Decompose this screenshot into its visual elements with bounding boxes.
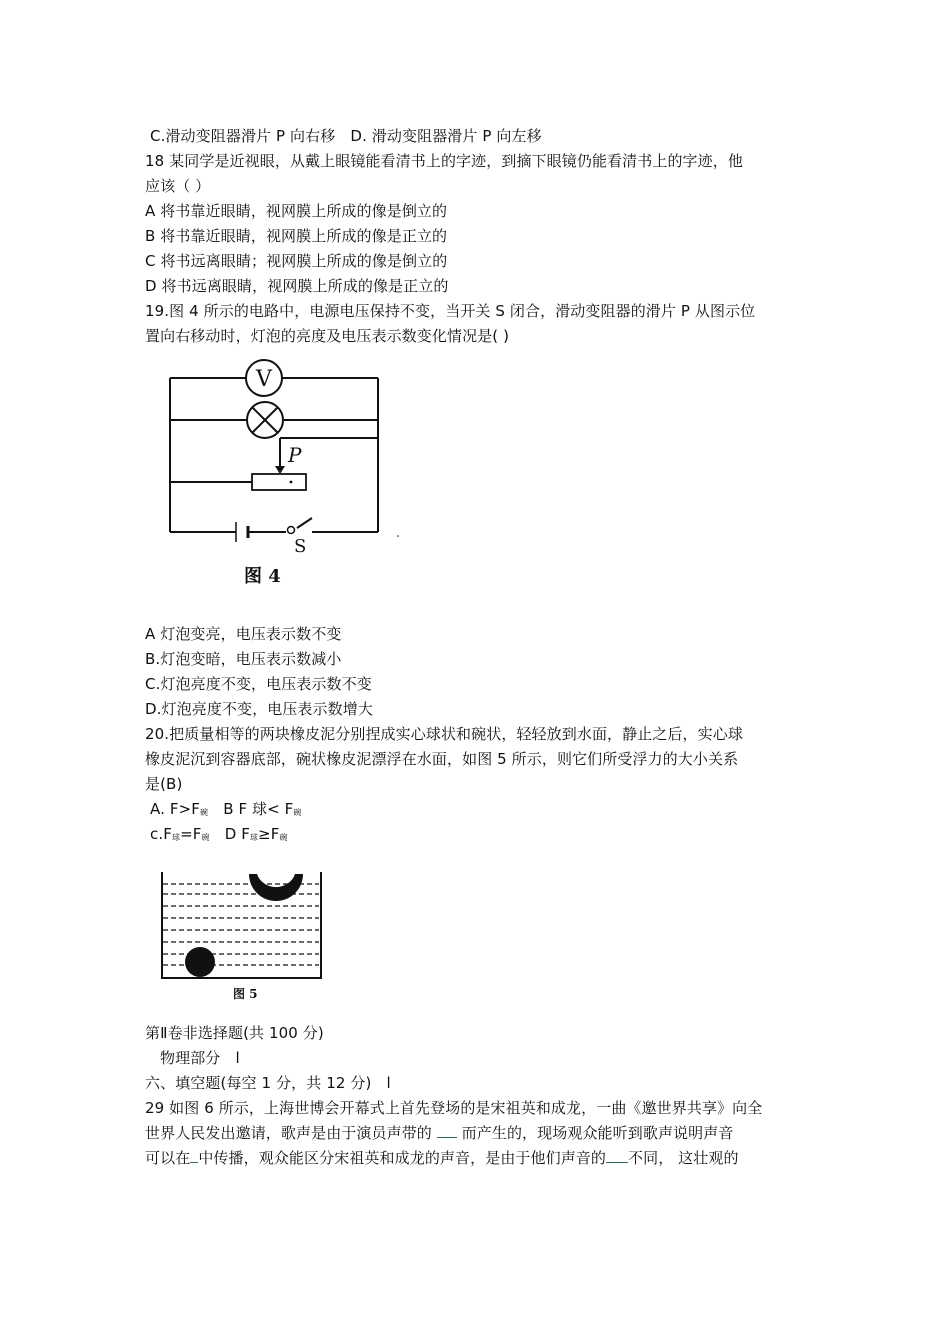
- question-29-stem-cont: 世界人民发出邀请，歌声是由于演员声带的 而产生的，现场观众能听到歌声说明声音: [145, 1124, 734, 1142]
- question-20-stem: 20.把质量相等的两块橡皮泥分别捏成实心球状和碗状，轻轻放到水面，静止之后，实心球: [145, 725, 743, 743]
- section-heading: 第Ⅱ卷非选择题(共 100 分): [145, 1024, 324, 1042]
- question-19-stem: 19.图 4 所示的电路中，电源电压保持不变，当开关 S 闭合，滑动变阻器的滑片 P 从图示位: [145, 302, 756, 320]
- question-20-answer: 是(B): [145, 775, 183, 793]
- section-heading: 六、填空题(每空 1 分，共 12 分) l: [145, 1074, 391, 1092]
- slider-arrow: [275, 466, 285, 474]
- switch-symbol: [288, 527, 295, 534]
- question-18-stem-cont: 应该（ ）: [145, 177, 211, 195]
- option-row-ab: A. F>F碗 B F 球< F碗: [150, 800, 302, 818]
- option-row-cd: c.F球=F碗 D F球≥F碗: [150, 825, 288, 843]
- option-d: D 将书远离眼睛，视网膜上所成的像是正立的: [145, 277, 449, 295]
- fill-blank[interactable]: [606, 1162, 628, 1163]
- option-b: B 将书靠近眼睛，视网膜上所成的像是正立的: [145, 227, 448, 245]
- question-29-stem-cont: 可以在 中传播，观众能区分宋祖英和成龙的声音，是由于他们声音的 不同， 这壮观的: [145, 1149, 739, 1167]
- switch-label: S: [294, 536, 307, 557]
- voltmeter-label: V: [256, 367, 272, 392]
- option-a: A 将书靠近眼睛，视网膜上所成的像是倒立的: [145, 202, 448, 220]
- question-29-stem: 29 如图 6 所示，上海世博会开幕式上首先登场的是宋祖英和成龙，一曲《邀世界共享》向全: [145, 1099, 763, 1117]
- ball-shape: [185, 947, 215, 977]
- question-18-stem: 18 某同学是近视眼，从戴上眼镜能看清书上的字迹，到摘下眼镜仍能看清书上的字迹，他: [145, 152, 743, 170]
- fill-blank[interactable]: [437, 1137, 457, 1138]
- question-20-stem-cont: 橡皮泥沉到容器底部，碗状橡皮泥漂浮在水面，如图 5 所示，则它们所受浮力的大小关系: [145, 750, 739, 768]
- figure-5-caption: 图 5: [233, 987, 258, 1001]
- option-c: C 将书远离眼睛；视网膜上所成的像是倒立的: [145, 252, 448, 270]
- option-c: C.灯泡亮度不变，电压表示数不变: [145, 675, 372, 693]
- question-19-stem-cont: 置向右移动时，灯泡的亮度及电压表示数变化情况是( ): [145, 327, 510, 345]
- option-b: B.灯泡变暗，电压表示数减小: [145, 650, 342, 668]
- option-a: A 灯泡变亮，电压表示数不变: [145, 625, 342, 643]
- option-d: D.灯泡亮度不变，电压表示数增大: [145, 700, 373, 718]
- subsection-heading: 物理部分 l: [160, 1049, 240, 1067]
- figure-4-circuit: [160, 350, 410, 595]
- text-line: C.滑动变阻器滑片 P 向右移 D. 滑动变阻器滑片 P 向左移: [150, 127, 542, 145]
- figure-4-caption: 图 4: [244, 566, 281, 587]
- slider-label: P: [288, 443, 302, 467]
- figure-5-container: [155, 866, 330, 1006]
- bowl-shape: [249, 874, 303, 901]
